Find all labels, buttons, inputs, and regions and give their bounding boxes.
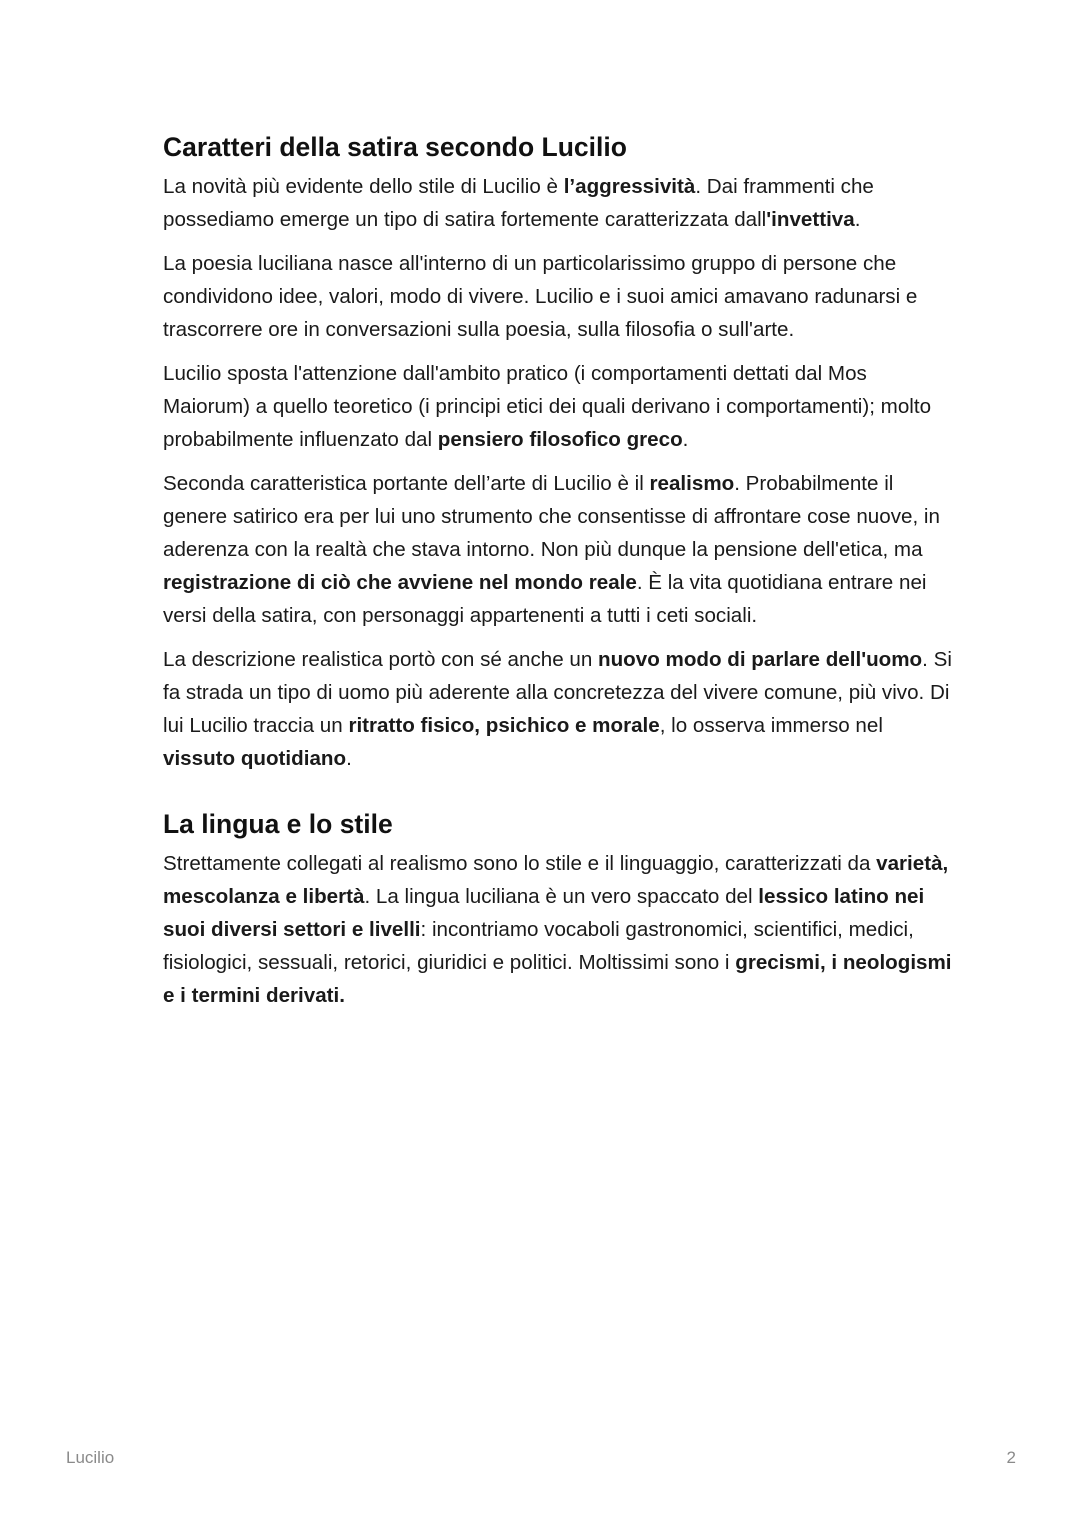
section-body-lingua [163, 847, 953, 1012]
text-run: La novità più evidente dello stile di Lucilio è [163, 175, 564, 198]
text-run: . È la vita quotidiana entrare nei versi della satira, con personaggi appartenenti a tutti i ceti sociali. [163, 571, 927, 627]
section-heading-caratteri: Caratteri della satira secondo Lucilio [163, 132, 627, 162]
bold-text: nuovo modo di parlare dell'uomo [598, 648, 923, 671]
text-run: . [682, 428, 689, 451]
text-run: . Si fa strada un tipo di uomo più aderente alla concretezza del vivere comune, più vivo. Di lui Lucilio traccia un [163, 648, 952, 737]
bold-text: l’aggressività [563, 175, 696, 198]
body-paragraph [163, 643, 953, 775]
bold-text: varietà, mescolanza e libertà [163, 852, 949, 908]
body-paragraph [163, 247, 953, 346]
text-run: . [854, 208, 861, 231]
text-run: : incontriamo vocaboli gastronomici, scientifici, medici, fisiologici, sessuali, retorici, giuridici e politici. Moltissimi sono i [163, 918, 914, 974]
text-run: . Probabilmente il genere satirico era per lui uno strumento che consentisse di affrontare cose nuove, in aderenza con la realtà che stava intorno. Non più dunque la pensione dell'etica, ma [163, 472, 940, 561]
text-run: . Dai frammenti che possediamo emerge un tipo di satira fortemente caratterizzata dall [163, 175, 874, 231]
text-run: , lo osserva immerso nel [659, 714, 883, 737]
bold-text: pensiero filosofico greco [437, 428, 683, 451]
section-heading-lingua: La lingua e lo stile [163, 809, 393, 839]
body-paragraph [163, 847, 953, 1012]
bold-text: grecismi, i neologismi e i termini derivati. [163, 951, 952, 1007]
body-paragraph [163, 467, 953, 632]
bold-text: vissuto quotidiano [163, 747, 347, 770]
body-paragraph [163, 170, 953, 236]
text-run: . La lingua luciliana è un vero spaccato del [364, 885, 759, 908]
text-run: Seconda caratteristica portante dell’arte di Lucilio è il [163, 472, 650, 495]
footer-document-title: Lucilio [66, 1448, 115, 1467]
bold-text: lessico latino nei suoi diversi settori e livelli [163, 885, 925, 941]
footer-page-number: 2 [1006, 1448, 1016, 1467]
text-run: Strettamente collegati al realismo sono lo stile e il linguaggio, caratterizzati da [163, 852, 877, 875]
bold-text: registrazione di ciò che avviene nel mondo reale [163, 571, 637, 594]
bold-text: ritratto fisico, psichico e morale [348, 714, 660, 737]
text-run: Lucilio sposta l'attenzione dall'ambito pratico (i comportamenti dettati dal Mos Maiorum) a quello teoretico (i principi etici dei quali derivano i comportamenti); molto probabilmente influenzato dal [163, 362, 932, 451]
page-content [163, 128, 953, 1023]
body-paragraph [163, 357, 953, 456]
section-body-caratteri [163, 170, 953, 775]
bold-text: realismo [649, 472, 735, 495]
text-run: La poesia luciliana nasce all'interno di un particolarissimo gruppo di persone che condividono idee, valori, modo di vivere. Lucilio e i suoi amici amavano radunarsi e trascorrere ore in conversazioni sulla poesia, sulla filosofia o sull'arte. [163, 252, 918, 341]
bold-text: 'invettiva [766, 208, 855, 231]
text-run: . [346, 747, 352, 770]
text-run: La descrizione realistica portò con sé anche un [163, 648, 599, 671]
